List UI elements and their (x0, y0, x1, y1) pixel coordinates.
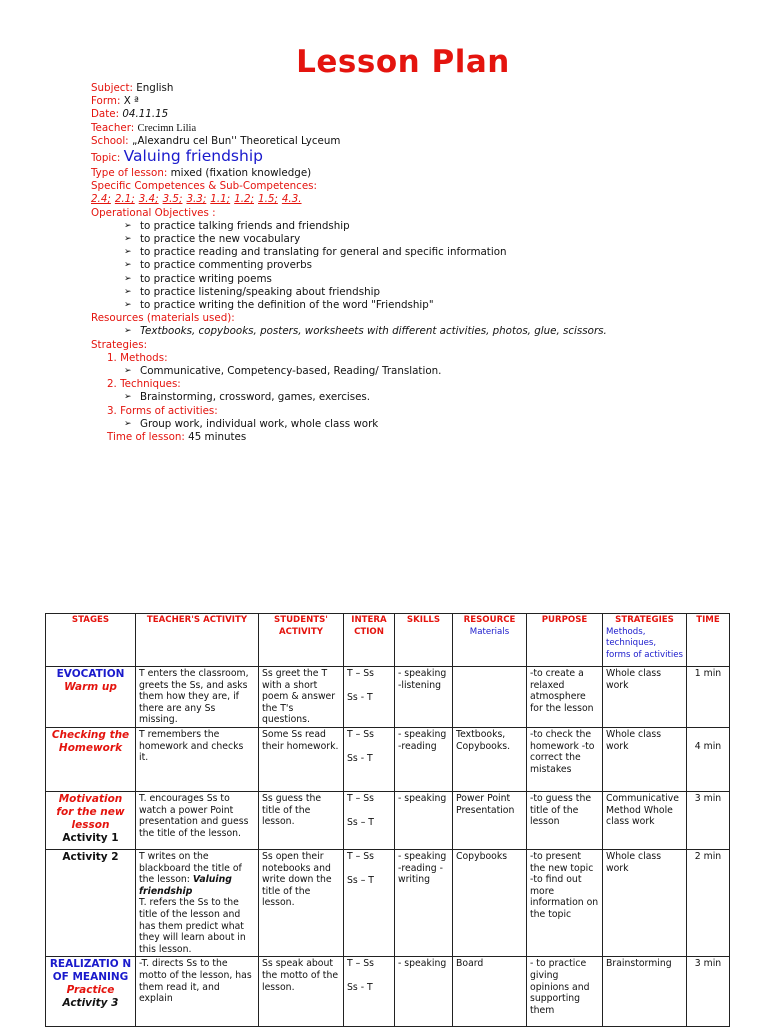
time-cell: 3 min (687, 791, 730, 849)
skills-cell: - speaking -reading (395, 727, 453, 791)
strategies-cell: Whole class work (603, 849, 687, 956)
header-purpose: PURPOSE (527, 614, 603, 667)
resource-cell: Textbooks, Copybooks. (453, 727, 527, 791)
competence-link[interactable]: 4.3. (281, 193, 302, 206)
purpose-cell: -to guess the title of the lesson (527, 791, 603, 849)
competence-link[interactable]: 3.5; (162, 193, 183, 206)
strategies-cell: Whole class work (603, 667, 687, 728)
techniques-label: 2. Techniques: (107, 378, 181, 391)
teacher-cell: -T. directs Ss to the motto of the lesson, has them read it, and explain (136, 957, 259, 1027)
list-item: ➢ to practice talking friends and friendship (124, 220, 607, 233)
stage-cell: EVOCATION Warm up (46, 667, 136, 728)
purpose-cell: -to check the homework -to correct the mistakes (527, 727, 603, 791)
header-students: STUDENTS' ACTIVITY (259, 614, 344, 667)
resource-cell: Copybooks (453, 849, 527, 956)
table-row (46, 849, 730, 956)
interaction-cell: T – Ss Ss – T (344, 791, 395, 849)
strategies-cell: Brainstorming (603, 957, 687, 1027)
resources-list (91, 325, 607, 338)
table-row (46, 791, 730, 849)
techniques-list (91, 391, 607, 404)
header-teacher: TEACHER'S ACTIVITY (136, 614, 259, 667)
list-item: ➢ to practice reading and translating for general and specific information (124, 246, 607, 259)
list-item: ➢ to practice commenting proverbs (124, 259, 607, 272)
competences-label: Specific Competences & Sub-Competences: (91, 180, 318, 193)
competence-link[interactable]: 3.3; (186, 193, 207, 206)
table-row (46, 957, 730, 1027)
purpose-cell: -to present the new topic -to find out more information on the topic (527, 849, 603, 956)
subject-row: Subject: English (91, 82, 174, 94)
skills-cell: - speaking (395, 791, 453, 849)
teacher-cell: T remembers the homework and checks it. (136, 727, 259, 791)
objectives-list (91, 220, 607, 312)
strategies-label: Strategies: (91, 338, 148, 351)
header-time: TIME (687, 614, 730, 667)
header-interaction: INTERA CTION (344, 614, 395, 667)
stage-cell: Motivation for the new lesson Activity 1 (46, 791, 136, 849)
list-item: ➢ to practice listening/speaking about friendship (124, 286, 607, 299)
time-cell: 2 min (687, 849, 730, 956)
list-item: ➢ Brainstorming, crossword, games, exercises. (124, 391, 607, 404)
header-stages: STAGES (46, 614, 136, 667)
stage-cell: Checking the Homework (46, 727, 136, 791)
stage-cell: Activity 2 (46, 849, 136, 956)
resources-label: Resources (materials used): (91, 312, 235, 325)
competences-list (91, 193, 607, 206)
form-row: Form: X ª (91, 95, 139, 108)
competence-link[interactable]: 2.4; (91, 193, 111, 206)
time-cell: 4 min (687, 727, 730, 791)
teacher-cell: T enters the classroom, greets the Ss, and asks them how they are, if there are any Ss missing. (136, 667, 259, 728)
table-row (46, 727, 730, 791)
interaction-cell: T – Ss Ss - T (344, 957, 395, 1027)
lesson-stages-table (45, 613, 730, 1027)
competence-link[interactable]: 2.1; (114, 193, 135, 206)
list-item: ➢ to practice the new vocabulary (124, 233, 607, 246)
header-resource: RESOURCE Materials (453, 614, 527, 667)
resource-cell: Power Point Presentation (453, 791, 527, 849)
students-cell: Ss speak about the motto of the lesson. (259, 957, 344, 1027)
time-cell: 1 min (687, 667, 730, 728)
competence-link[interactable]: 1.1; (210, 193, 231, 206)
teacher-row: Teacher: Crecimn Lilia (91, 121, 197, 134)
table-header-row (46, 614, 730, 667)
topic-row: Topic: Valuing friendship (91, 147, 263, 166)
type-row: Type of lesson: mixed (fixation knowledge) (91, 167, 312, 180)
strategies-cell: Whole class work (603, 727, 687, 791)
objectives-label: Operational Objectives : (91, 206, 216, 219)
students-cell: Some Ss read their homework. (259, 727, 344, 791)
skills-cell: - speaking -listening (395, 667, 453, 728)
resource-cell: Board (453, 957, 527, 1027)
methods-list (91, 365, 607, 378)
table-row (46, 667, 730, 728)
school-row: School: „Alexandru cel Bun'' Theoretical Lyceum (91, 134, 341, 147)
list-item: ➢ Textbooks, copybooks, posters, worksheets with different activities, photos, glue, scissors. (124, 325, 607, 338)
competence-link[interactable]: 3.4; (138, 193, 159, 206)
purpose-cell: -to create a relaxed atmosphere for the lesson (527, 667, 603, 728)
time-cell: 3 min (687, 957, 730, 1027)
purpose-cell: - to practice giving opinions and supporting them (527, 957, 603, 1027)
list-item: ➢ Communicative, Competency-based, Reading/ Translation. (124, 365, 607, 378)
list-item: ➢ Group work, individual work, whole class work (124, 418, 607, 431)
forms-list (91, 418, 607, 431)
skills-cell: - speaking (395, 957, 453, 1027)
strategies-cell: Communicative Method Whole class work (603, 791, 687, 849)
date-row: Date: 04.11.15 (91, 108, 169, 121)
competence-link[interactable]: 1.5; (258, 193, 278, 206)
students-cell: Ss greet the T with a short poem & answer the T's questions. (259, 667, 344, 728)
lesson-info (91, 82, 607, 444)
header-strategies: STRATEGIES Methods, techniques, forms of activities (603, 614, 687, 667)
list-item: ➢ to practice writing poems (124, 273, 607, 286)
interaction-cell: T – Ss Ss – T (344, 849, 395, 956)
teacher-cell: T writes on the blackboard the title of the lesson: Valuing friendship T. refers the Ss to the title of the lesson and has them predict what they will learn about in this lesson. (136, 849, 259, 956)
interaction-cell: T – Ss Ss - T (344, 727, 395, 791)
students-cell: Ss open their notebooks and write down the title of the lesson. (259, 849, 344, 956)
students-cell: Ss guess the title of the lesson. (259, 791, 344, 849)
interaction-cell: T – Ss Ss - T (344, 667, 395, 728)
page-title: Lesson Plan (296, 44, 510, 80)
skills-cell: - speaking -reading -writing (395, 849, 453, 956)
list-item: ➢ to practice writing the definition of the word "Friendship" (124, 299, 607, 312)
teacher-cell: T. encourages Ss to watch a power Point presentation and guess the title of the lesson. (136, 791, 259, 849)
stage-cell: REALIZATIO N OF MEANING Practice Activity 3 (46, 957, 136, 1027)
resource-cell (453, 667, 527, 728)
header-skills: SKILLS (395, 614, 453, 667)
competence-link[interactable]: 1.2; (234, 193, 255, 206)
methods-label: 1. Methods: (107, 351, 168, 364)
time-row: Time of lesson: 45 minutes (107, 431, 247, 444)
forms-label: 3. Forms of activities: (107, 404, 218, 417)
